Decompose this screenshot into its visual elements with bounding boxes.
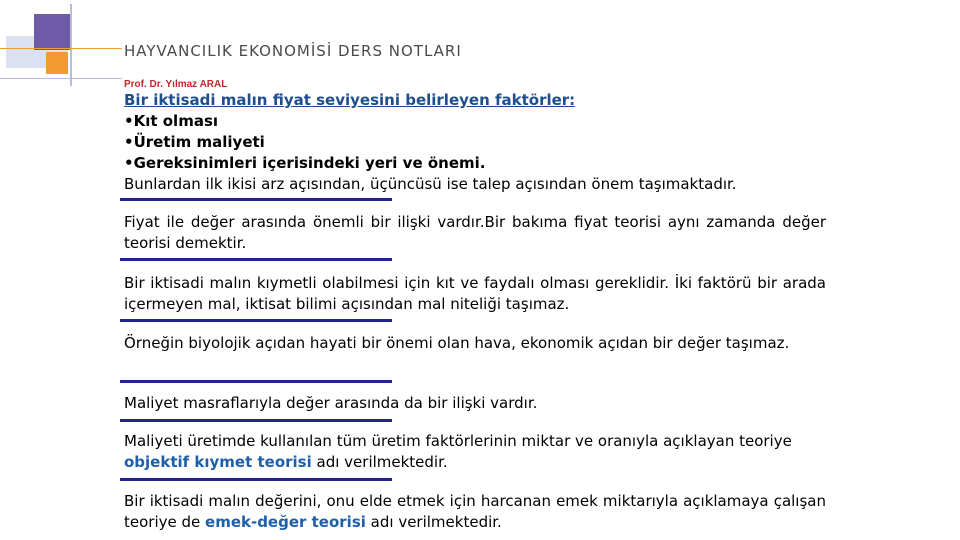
objective-value-theory-term: objektif kıymet teorisi [124, 453, 312, 471]
paragraph-cost: Maliyet masraflarıyla değer arasında da bir ilişki vardır. [124, 394, 538, 412]
paragraph-labor-theory [124, 491, 826, 533]
summary-text: Bunlardan ilk ikisi arz açısından, üçüncüsü ise talep açısından önem taşımaktadır. [124, 175, 737, 193]
bullet-item: •Kıt olması [124, 112, 219, 130]
bullet-item: •Üretim maliyeti [124, 133, 265, 151]
paragraph-objective-theory [124, 431, 826, 473]
decor-bottom-line [0, 78, 122, 79]
divider [120, 478, 392, 481]
factors-section [124, 90, 826, 195]
divider [120, 419, 392, 422]
paragraph-text: Bir iktisadi malın değerini, onu elde etmek için harcanan emek miktarıyla açıklamaya çalışan teoriye de [124, 492, 826, 531]
divider [120, 380, 392, 383]
paragraph-scarcity: Bir iktisadi malın kıymetli olabilmesi için kıt ve faydalı olması gereklidir. İki faktörü bir arada içermeyen mal, iktisat bilimi açısından mal niteliği taşımaz. [124, 274, 826, 313]
paragraph-text: adı verilmektedir. [311, 453, 448, 471]
decor-square-purple [34, 14, 70, 50]
labor-value-theory-term: emek-değer teorisi [205, 513, 366, 531]
section-heading: Bir iktisadi malın fiyat seviyesini belirleyen faktörler: [124, 91, 576, 109]
decor-square-orange [46, 52, 68, 74]
page-title: HAYVANCILIK EKONOMİSİ DERS NOTLARI [124, 42, 462, 60]
paragraph-air-example: Örneğin biyolojik açıdan hayati bir önemi olan hava, ekonomik açıdan bir değer taşımaz. [124, 334, 790, 352]
decor-orange-line [0, 48, 122, 49]
paragraph-text: Maliyeti üretimde kullanılan tüm üretim faktörlerinin miktar ve oranıyla açıklayan teoriye [124, 432, 792, 450]
decor-vertical-line [70, 4, 72, 86]
paragraph-price-value: Fiyat ile değer arasında önemli bir ilişki vardır.Bir bakıma fiyat teorisi aynı zamanda değer teorisi demektir. [124, 213, 826, 252]
paragraph-text: adı verilmektedir. [365, 513, 502, 531]
divider [120, 198, 392, 201]
bullet-item: •Gereksinimleri içerisindeki yeri ve önemi. [124, 154, 486, 172]
author-name: Prof. Dr. Yılmaz ARAL [124, 79, 228, 90]
divider [120, 319, 392, 322]
divider [120, 258, 392, 261]
